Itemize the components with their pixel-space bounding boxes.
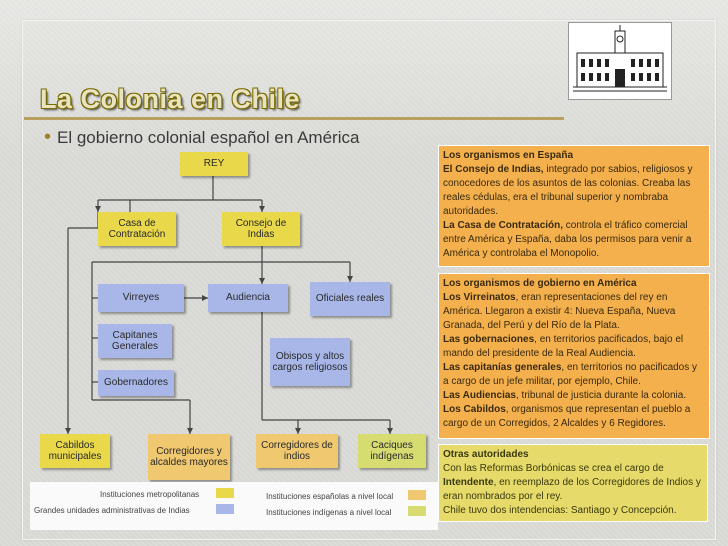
panel-otras-autoridades <box>438 444 708 522</box>
legend <box>30 482 438 530</box>
panel3-intendente-bold: Intendente <box>443 477 494 488</box>
panel3-heading: Otras autoridades <box>443 449 529 460</box>
legend-swatch-orange <box>408 490 426 500</box>
panel-organismos-espana <box>438 145 710 267</box>
box-gobernadores: Gobernadores <box>98 370 174 396</box>
panel-organismos-america <box>438 273 710 439</box>
legend-swatch-yellow <box>216 488 234 498</box>
legend-espanolas: Instituciones españolas a nivel local <box>266 492 394 501</box>
bullet-text: El gobierno colonial español en América <box>57 128 360 147</box>
panel2-gobernaciones-bold: Las gobernaciones <box>443 334 535 345</box>
panel2-heading: Los organismos de gobierno en América <box>443 278 637 289</box>
panel1-casa-text: controla el tráfico comercial entre América y España, daba los permisos para venir a América y controlaba el Monopolio. <box>443 220 692 259</box>
box-rey: REY <box>180 152 248 176</box>
panel1-heading: Los organismos en España <box>443 150 574 161</box>
legend-indigenas: Instituciones indígenas a nivel local <box>266 508 392 517</box>
panel2-audiencias-bold: Las Audiencias <box>443 390 516 401</box>
box-caciques: Caciques indígenas <box>358 434 426 468</box>
panel3-line1: Con las Reformas Borbónicas se crea el cargo de <box>443 463 664 474</box>
panel2-capitanias-bold: Las capitanías generales <box>443 362 562 373</box>
panel1-consejo-bold: El Consejo de Indias, <box>443 164 544 175</box>
panel3-line3: Chile tuvo dos intendencias: Santiago y Concepción. <box>443 505 677 516</box>
legend-swatch-green <box>408 506 426 516</box>
panel1-casa-bold: La Casa de Contratación, <box>443 220 564 231</box>
panel3-intendente-text: , en reemplazo de los Corregidores de Indios y eran nombrados por el rey. <box>443 477 701 502</box>
building-icon <box>568 22 672 100</box>
box-corregidores-alcaldes: Corregidores y alcaldes mayores <box>148 434 230 480</box>
box-audiencia: Audiencia <box>208 284 288 312</box>
panel2-virreinatos-text: , eran representaciones del rey en América. Llegaron a existir 4: Nueva España, Nueva Granada, del Perú y del Río de la Plata. <box>443 292 676 331</box>
slide-title: La Colonia en Chile <box>40 84 301 114</box>
box-obispos: Obispos y altos cargos religiosos <box>270 338 350 386</box>
panel2-cabildos-text: , organismos que representan el pueblo a cargo de un Corregidos, 2 Alcaldes y 6 Regidores. <box>443 404 691 429</box>
panel2-capitanias-text: , en territorios no pacificados y a cargo de un jefe militar, por ejemplo, Chile. <box>443 362 698 387</box>
panel2-virreinatos-bold: Los Virreinatos <box>443 292 516 303</box>
box-casa-contratacion: Casa de Contratación <box>98 212 176 246</box>
box-consejo-indias: Consejo de Indias <box>222 212 300 246</box>
panel2-gobernaciones-text: , en territorios pacificados, bajo el mando del presidente de la Real Audiencia. <box>443 334 684 359</box>
legend-swatch-blue <box>216 504 234 514</box>
box-cabildos: Cabildos municipales <box>40 434 110 468</box>
legend-administrativas: Grandes unidades administrativas de Indias <box>34 506 190 515</box>
box-capitanes-generales: Capitanes Generales <box>98 324 172 358</box>
box-virreyes: Virreyes <box>98 284 184 312</box>
legend-metropolitanas: Instituciones metropolitanas <box>100 490 200 499</box>
panel2-cabildos-bold: Los Cabildos <box>443 404 506 415</box>
box-oficiales-reales: Oficiales reales <box>310 282 390 316</box>
bullet-icon: • <box>44 126 52 148</box>
panel2-audiencias-text: , tribunal de justicia durante la colonia. <box>516 390 687 401</box>
panel1-consejo-text: integrado por sabios, religiosos y conocedores de los asuntos de las colonias. Creaba las reales cédulas, era el tribunal superior y nombraba autoridades. <box>443 164 693 217</box>
box-corregidores-indios: Corregidores de indios <box>256 434 338 468</box>
